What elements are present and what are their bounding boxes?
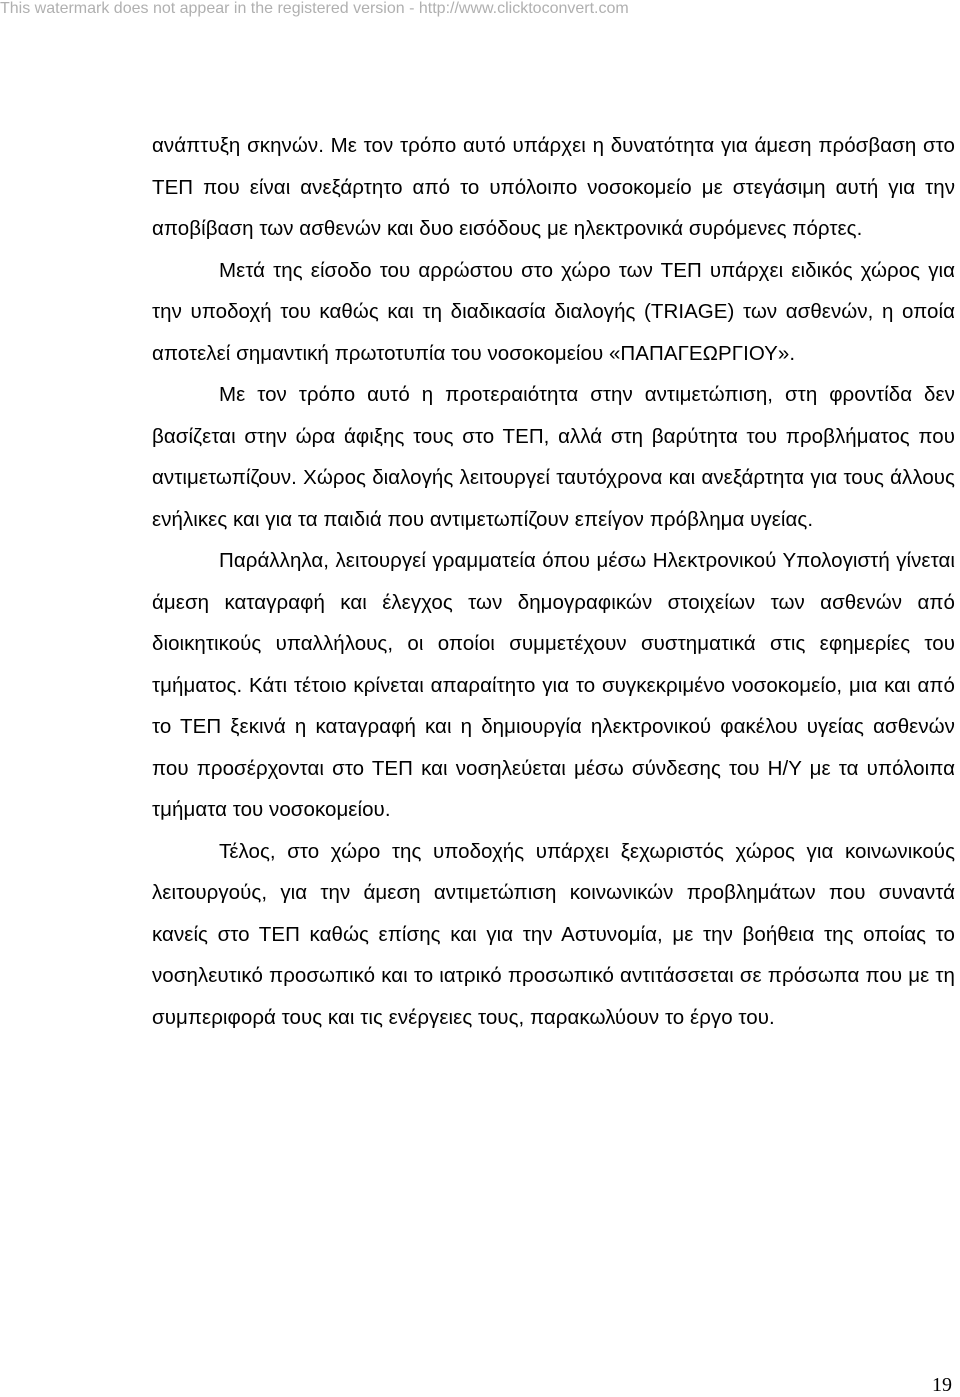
watermark-link[interactable]: http://www.clicktoconvert.com [418, 0, 629, 17]
watermark-banner [0, 0, 960, 20]
paragraph-secretariat: Παράλληλα, λειτουργεί γραμματεία όπου μέσω Ηλεκτρονικού Υπολογιστή γίνεται άμεση καταγραφή και έλεγχος των δημογραφικών στοιχείων των ασθενών από διοικητικούς υπαλλήλους, οι οποίοι συμμετέχουν συστηματικά στις εφημερίες του τμήματος. Κάτι τέτοιο κρίνεται απαραίτητο για το συγκεκριμένο νοσοκομείο, μια και από το ΤΕΠ ξεκινά η καταγραφή και η δημιουργία ηλεκτρονικού φακέλου υγείας ασθενών που προσέρχονται στο ΤΕΠ και νοσηλεύεται μέσω σύνδεσης του Η/Υ με τα υπόλοιπα τμήματα του νοσοκομείου. [152, 549, 955, 821]
paragraph-triage: Μετά της είσοδο του αρρώστου στο χώρο των ΤΕΠ υπάρχει ειδικός χώρος για την υποδοχή του καθώς και τη διαδικασία διαλογής (TRIAGE) των ασθενών, η οποία αποτελεί σημαντική πρωτοτυπία του νοσοκομείου «ΠΑΠΑΓΕΩΡΓΙΟΥ». [152, 258, 955, 365]
watermark-text: This watermark does not appear in the registered version - [0, 0, 419, 17]
document-body [152, 125, 955, 1038]
paragraph-priority: Με τον τρόπο αυτό η προτεραιότητα στην αντιμετώπιση, στη φροντίδα δεν βασίζεται στην ώρα άφιξης τους στο ΤΕΠ, αλλά στη βαρύτητα του προβλήματος που αντιμετωπίζουν. Χώρος διαλογής λειτουργεί ταυτόχρονα και ανεξάρτητα για τους άλλους ενήλικες και για τα παιδιά που αντιμετωπίζουν επείγον πρόβλημα υγείας. [152, 383, 955, 531]
paragraph-continuation: ανάπτυξη σκηνών. Με τον τρόπο αυτό υπάρχει η δυνατότητα για άμεση πρόσβαση στο ΤΕΠ που είναι ανεξάρτητο από το υπόλοιπο νοσοκομείο με στεγάσιμη αυτή για την αποβίβαση των ασθενών και δυο εισόδους με ηλεκτρονικά συρόμενες πόρτες. [152, 134, 955, 240]
page-number: 19 [932, 1374, 952, 1396]
paragraph-social-services: Τέλος, στο χώρο της υποδοχής υπάρχει ξεχωριστός χώρος για κοινωνικούς λειτουργούς, για την άμεση αντιμετώπιση κοινωνικών προβλημάτων που συναντά κανείς στο ΤΕΠ καθώς επίσης και για την Αστυνομία, με την βοήθεια της οποίας το νοσηλευτικό προσωπικό και το ιατρικό προσωπικό αντιτάσσεται σε πρόσωπα που με τη συμπεριφορά τους και τις ενέργειες τους, παρακωλύουν το έργο του. [152, 839, 955, 1029]
